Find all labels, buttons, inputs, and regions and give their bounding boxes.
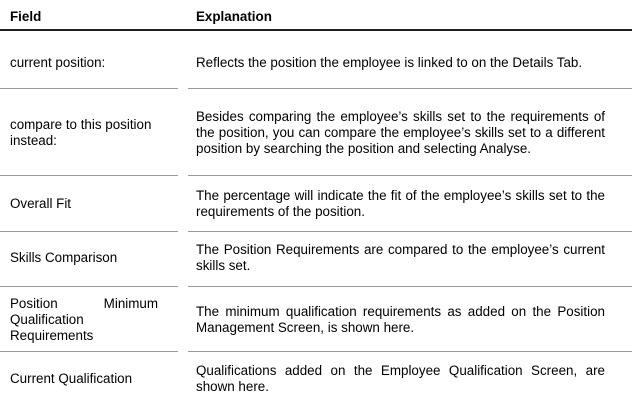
row-separator-left bbox=[0, 231, 178, 232]
row-separator-right bbox=[188, 231, 632, 232]
row-separator bbox=[0, 351, 632, 352]
field-cell: compare to this position instead: bbox=[10, 117, 152, 148]
field-cell: Overall Fit bbox=[10, 196, 72, 211]
explanation-cell: Qualifications added on the Employee Qualification Screen, are shown here. bbox=[196, 363, 605, 394]
explanation-column-header: Explanation bbox=[196, 9, 272, 24]
table-row bbox=[0, 182, 632, 226]
field-column-header: Field bbox=[10, 9, 42, 24]
table-row bbox=[0, 237, 632, 279]
explanation-cell: Reflects the position the employee is linked to on the Details Tab. bbox=[196, 55, 583, 70]
field-cell: Current Qualification bbox=[10, 371, 133, 386]
table-row bbox=[0, 96, 632, 170]
table-row bbox=[0, 41, 632, 85]
explanation-cell: The minimum qualification requirements as added on the Position Management Screen, is shown here. bbox=[196, 304, 605, 335]
row-separator-right bbox=[188, 175, 632, 176]
row-separator-left bbox=[0, 351, 178, 352]
field-cell: Skills Comparison bbox=[10, 250, 118, 265]
field-cell: current position: bbox=[10, 55, 106, 70]
row-separator bbox=[0, 231, 632, 232]
row-separator bbox=[0, 88, 632, 89]
table-header-row bbox=[0, 0, 632, 31]
explanation-cell: Besides comparing the employee’s skills set to the requirements of the position, you can compare the employee’s skills set to a different position by searching the position and selecting Analyse. bbox=[196, 109, 605, 156]
row-separator-left bbox=[0, 175, 178, 176]
field-cell: Position Minimum Qualification Requirements bbox=[10, 296, 158, 343]
explanation-cell: The percentage will indicate the fit of the employee’s skills set to the requirements of the position. bbox=[196, 188, 605, 219]
row-separator-left bbox=[0, 286, 178, 287]
table-row bbox=[0, 358, 632, 400]
row-separator bbox=[0, 175, 632, 176]
row-separator bbox=[0, 286, 632, 287]
row-separator-right bbox=[188, 88, 632, 89]
table-row bbox=[0, 291, 632, 349]
explanation-cell: The Position Requirements are compared to the employee’s current skills set. bbox=[196, 242, 605, 273]
row-separator-right bbox=[188, 286, 632, 287]
row-separator-left bbox=[0, 88, 178, 89]
row-separator-right bbox=[188, 351, 632, 352]
